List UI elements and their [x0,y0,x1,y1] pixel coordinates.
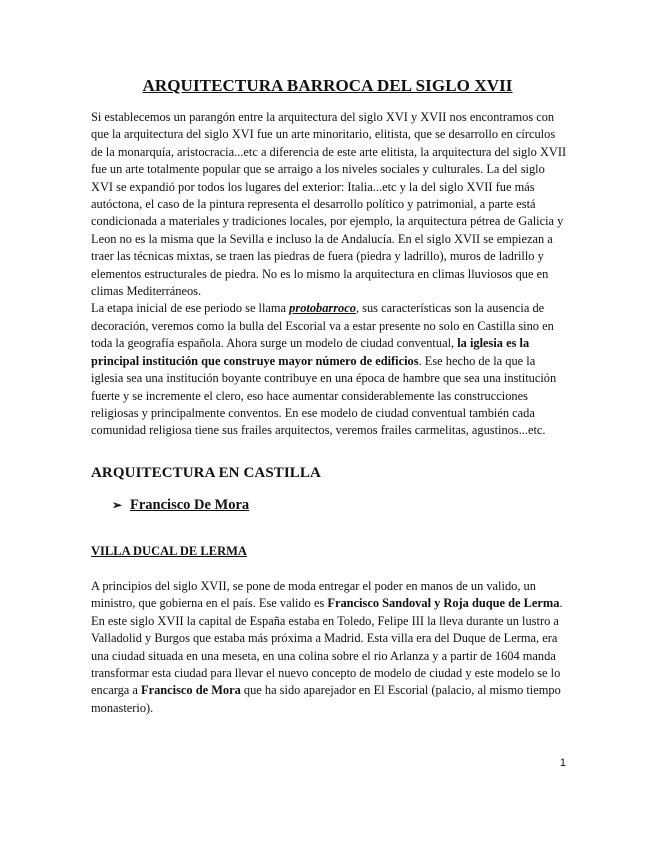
page-number: 1 [559,757,566,769]
page-title: ARQUITECTURA BARROCA DEL SIGLO XVII [142,76,513,95]
bullet-text: Francisco De Mora [130,497,250,513]
intro-section [91,109,569,440]
bullet-item [112,497,249,514]
para2-bold-statement: la iglesia es la principal institución que construye mayor número de edificios [91,336,530,368]
para2-text-3: . Ese hecho de la que la iglesia sea una institución boyante contribuye en una época de hambre que sea una institución fuerte y se incremente el clero, eso hace aumentar considerablemente las construcciones religiosas y principalmente conventos. En ese modelo de ciudad conventual también cada comunidad religiosa tiene sus frailes arquitectos, veremos frailes carmelitas, agustinos...etc. [91,353,557,438]
protobarroco-term: protobarroco [289,301,356,316]
lerma-bold-mora: Francisco de Mora [141,683,241,698]
section-heading-castilla: ARQUITECTURA EN CASTILLA [91,465,321,481]
intro-text: Si establecemos un parangón entre la arquitectura del siglo XVI y XVII nos encontramos con que la arquitectura del siglo XVI fue un arte minoritario, elitista, que se desarrollo en círculos de la monarquía, aristocracia...etc a diferencia de este arte elitista, la arquitectura del siglo XVII fue un arte totalmente popular que se arraigo a los niveles sociales y culturales. La del siglo XVI se expandió por todos los lugares del exterior: Italia...etc y la del siglo XVII fue más autóctona, el caso de la pintura representa el desarrollo político y patrimonial, a parte está condicionada a materiales y tradiciones locales, por ejemplo, la arquitectura pétrea de Galicia y Leon no es la misma que la Sevilla e incluso la de Andalucía. En el siglo XVII se empiezan a traer las técnicas mixtas, se traen las piedras de fuera (piedra y ladrillo), muros de ladrillo y elementos estructurales de piedra. No es lo mismo la arquitectura en climas lluviosos que en climas Mediterráneos. [91,110,567,299]
lerma-section [91,578,569,717]
lerma-bold-duke: Francisco Sandoval y Roja duque de Lerma [327,596,560,611]
subsection-heading-lerma: VILLA DUCAL DE LERMA [91,544,247,558]
arrow-bullet-icon: ➢ [112,498,123,512]
intro-paragraph [91,109,569,300]
lerma-text-1: A principios del siglo XVII, se pone de moda entregar el poder en manos de un valido, un ministro, que gobierna en el país. Ese valido es [91,579,536,611]
protobarroco-paragraph [91,300,569,439]
para2-text-2: , sus características son la ausencia de decoración, veremos como la bulla del Escorial va a estar presente no solo en Castilla sino en toda la geografía española. Ahora surge un modelo de ciudad conventual, [91,301,554,351]
lerma-text-3: que ha sido aparejador en El Escorial (palacio, al mismo tiempo monasterio). [91,683,561,715]
lerma-paragraph [91,578,569,717]
para2-text-1: La etapa inicial de ese periodo se llama [91,301,290,316]
lerma-text-2: . En este siglo XVII la capital de España estaba en Toledo, Felipe III la lleva durante un lustro a Valladolid y Burgos que estaba más próxima a Madrid. Esta villa era del Duque de Lerma, era una ciudad situada en una meseta, en una colina sobre el rio Arlanza y a partir de 1604 manda transformar esta ciudad para llevar el nuevo concepto de modelo de ciudad y este modelo se lo encarga a [91,596,563,698]
